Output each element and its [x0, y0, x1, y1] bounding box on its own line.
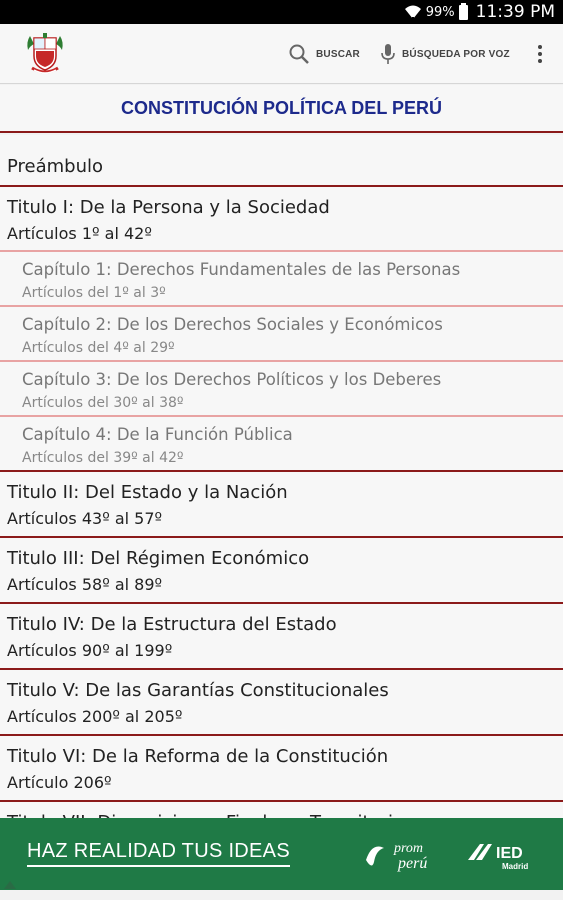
ied-sub: Madrid: [502, 862, 529, 871]
list-item-titulo-5[interactable]: [0, 670, 563, 734]
list-item-title: Titulo I: De la Persona y la Sociedad: [7, 197, 330, 218]
list-item-title: Preámbulo: [7, 156, 104, 177]
battery-icon: [459, 5, 468, 20]
list-item-title: Titulo II: Del Estado y la Nación: [7, 482, 288, 503]
ad-banner[interactable]: [0, 818, 563, 890]
list-item-subtitle: Artículos 58º al 89º: [7, 575, 163, 594]
list-item-title: Capítulo 3: De los Derechos Políticos y los Deberes: [22, 370, 442, 389]
app-bar: [0, 24, 563, 84]
list-item-subtitle: Artículos 1º al 42º: [7, 224, 152, 243]
title-bar: [0, 85, 563, 133]
list-item-capitulo-1[interactable]: [0, 252, 563, 305]
list-item-subtitle: Artículos del 4º al 29º: [22, 340, 175, 356]
list-item-capitulo-3[interactable]: [0, 362, 563, 415]
peru-crest-icon: [24, 32, 66, 76]
list-item-titulo-6[interactable]: [0, 736, 563, 800]
list-item-title: Capítulo 1: Derechos Fundamentales de las Personas: [22, 260, 461, 279]
microphone-icon: [380, 43, 396, 65]
status-bar: [0, 0, 563, 24]
promperu-swirl-icon: [362, 838, 442, 872]
bottom-strip: [0, 890, 563, 900]
list-item-subtitle: Artículos 43º al 57º: [7, 509, 163, 528]
wifi-icon: [404, 4, 422, 20]
ied-logo: [466, 838, 530, 877]
promperu-logo: [362, 838, 442, 877]
page-title: CONSTITUCIÓN POLÍTICA DEL PERÚ: [120, 97, 442, 118]
list-item-subtitle: Artículos del 30º al 38º: [22, 395, 184, 411]
voice-search-button[interactable]: [380, 40, 510, 68]
list-item-titulo-2[interactable]: [0, 472, 563, 536]
list-item-capitulo-2[interactable]: [0, 307, 563, 360]
clock: 11:39 PM: [475, 2, 555, 22]
ied-mark-icon: [466, 838, 530, 872]
list-item-subtitle: Artículos 90º al 199º: [7, 641, 173, 660]
search-button[interactable]: [288, 40, 360, 68]
ad-headline: HAZ REALIDAD TUS IDEAS: [27, 840, 290, 867]
list-item-capitulo-4[interactable]: [0, 417, 563, 470]
promperu-top: prom: [394, 841, 424, 856]
promperu-bottom: perú: [398, 855, 428, 872]
list-item-titulo-3[interactable]: [0, 538, 563, 602]
contents-list: [0, 135, 563, 818]
list-item-titulo-1[interactable]: [0, 187, 563, 250]
list-item-preambulo[interactable]: [0, 135, 563, 185]
list-item-titulo-4[interactable]: [0, 604, 563, 668]
list-item-title: Titulo IV: De la Estructura del Estado: [7, 614, 337, 635]
search-icon: [288, 43, 310, 65]
list-item-subtitle: Artículos del 1º al 3º: [22, 285, 166, 301]
list-item-subtitle: Artículos 200º al 205º: [7, 707, 183, 726]
list-item-title: Capítulo 2: De los Derechos Sociales y Económicos: [22, 315, 443, 334]
list-item-subtitle: Artículo 206º: [7, 773, 112, 792]
list-item-subtitle: Artículos del 39º al 42º: [22, 450, 184, 466]
list-item-title: Capítulo 4: De la Función Pública: [22, 425, 293, 444]
list-item-title: Titulo VI: De la Reforma de la Constitución: [7, 746, 389, 767]
ied-text: IED: [496, 845, 523, 862]
overflow-menu-icon[interactable]: [532, 42, 548, 66]
search-label: BUSCAR: [316, 48, 360, 60]
list-item-title: Titulo V: De las Garantías Constitucionales: [7, 680, 389, 701]
battery-percent: 99%: [425, 4, 455, 20]
list-item-title: Titulo III: Del Régimen Económico: [7, 548, 310, 569]
expand-arrow-icon[interactable]: [2, 878, 18, 890]
voice-search-label: BÚSQUEDA POR VOZ: [402, 48, 510, 60]
